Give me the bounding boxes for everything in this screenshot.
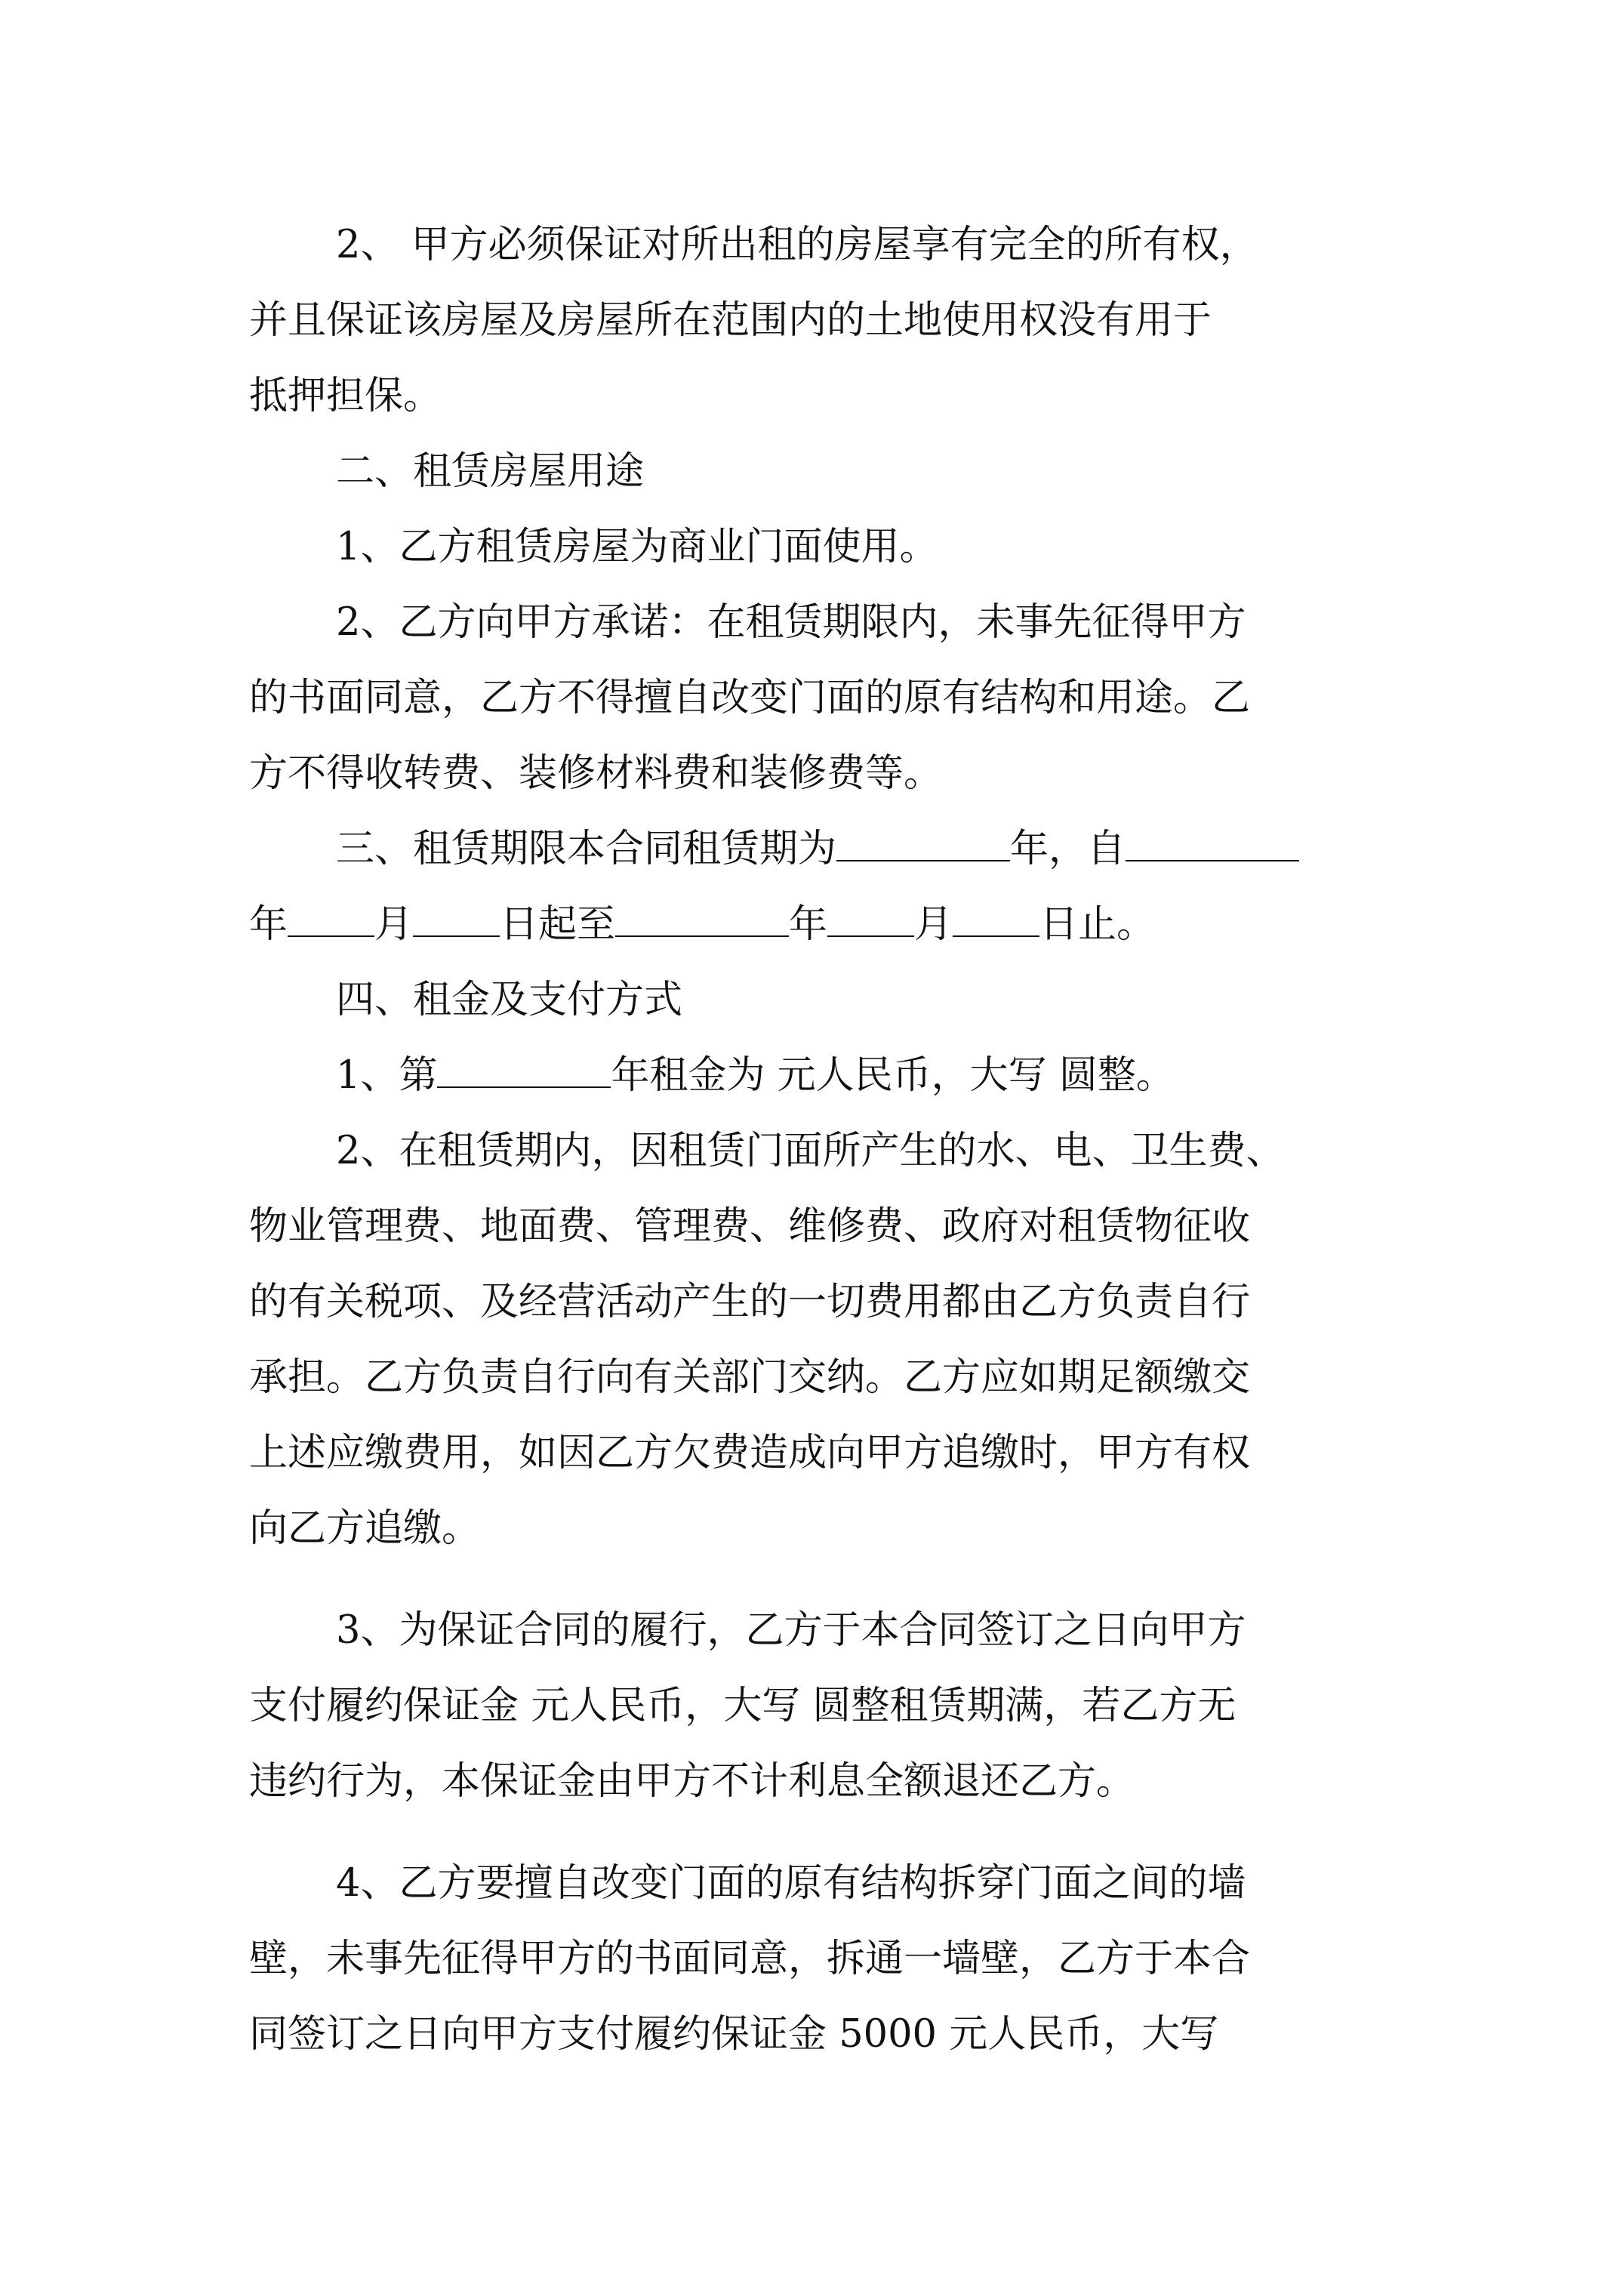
paragraph-line [249, 1684, 1236, 1729]
section-heading [336, 827, 1299, 872]
text-run: 3、为保证合同的履行，乙方于本合同签订之日向甲方 [336, 1608, 1246, 1653]
paragraph-line [336, 1129, 1284, 1174]
fill-in-blank [836, 830, 1010, 861]
text-run: 壁，未事先征得甲方的书面同意，拆通一墙壁，乙方于本合 [249, 1937, 1251, 1981]
paragraph-line [249, 902, 1155, 948]
section-heading [336, 449, 644, 495]
text-run: 年 [249, 902, 288, 947]
text-run: 年 [789, 902, 828, 947]
text-run: 三、租赁期限本合同租赁期为 [336, 827, 837, 871]
text-run: 承担。乙方负责自行向有关部门交纳。乙方应如期足额缴交 [249, 1355, 1251, 1400]
text-run: 物业管理费、地面费、管理费、维修费、政府对租赁物征收 [249, 1204, 1251, 1249]
text-run: 2、在租赁期内，因租赁门面所产生的水、电、卫生费、 [336, 1129, 1285, 1173]
fill-in-blank [413, 905, 500, 937]
text-run: 2、乙方向甲方承诺：在租赁期限内，未事先征得甲方 [336, 600, 1246, 645]
text-run: 向乙方追缴。 [249, 1506, 481, 1551]
paragraph-line [336, 223, 1258, 268]
fill-in-blank [437, 1056, 611, 1088]
text-run: 月 [374, 902, 414, 947]
text-run: 4、乙方要擅自改变门面的原有结构拆穿门面之间的墙 [336, 1861, 1246, 1906]
text-run: 日止。 [1039, 902, 1156, 947]
paragraph-line [336, 1053, 1175, 1099]
fill-in-blank [615, 905, 789, 937]
text-run: 上述应缴费用，如因乙方欠费造成向甲方追缴时，甲方有权 [249, 1431, 1251, 1475]
paragraph-line [249, 1937, 1250, 1982]
text-run: 方不得收转费、装修材料费和装修费等。 [249, 751, 943, 796]
text-run: 违约行为，本保证金由甲方不计利息全额退还乙方。 [249, 1759, 1135, 1804]
paragraph-line [249, 1759, 1135, 1804]
fill-in-blank [953, 905, 1039, 937]
paragraph-line [249, 1204, 1250, 1250]
paragraph-line [249, 1355, 1250, 1401]
text-run: 2、 甲方必须保证对所出租的房屋享有完全的所有权， [336, 223, 1258, 267]
fill-in-blank [1126, 830, 1299, 861]
text-run: 1、第 [336, 1053, 438, 1098]
paragraph-line [249, 676, 1250, 721]
text-run: 的有关税项、及经营活动产生的一切费用都由乙方负责自行 [249, 1280, 1251, 1324]
text-run: 四、租金及支付方式 [336, 978, 683, 1022]
paragraph-line [249, 751, 942, 797]
fill-in-blank [827, 905, 914, 937]
text-run: 的书面同意，乙方不得擅自改变门面的原有结构和用途。乙 [249, 676, 1251, 720]
text-run: 支付履约保证金 元人民币，大写 圆整租赁期满，若乙方无 [249, 1684, 1236, 1728]
section-heading [336, 978, 682, 1023]
paragraph-line [249, 374, 442, 419]
paragraph-line [249, 1280, 1250, 1325]
text-run: 年租金为 元人民币，大写 圆整。 [611, 1053, 1175, 1098]
paragraph-line [336, 1608, 1246, 1653]
text-run: 日起至 [500, 902, 616, 947]
text-run: 1、乙方租赁房屋为商业门面使用。 [336, 525, 938, 569]
text-run: 抵押担保。 [249, 374, 442, 418]
paragraph-line [249, 1431, 1250, 1476]
paragraph-line [336, 600, 1246, 646]
text-run: 同签订之日向甲方支付履约保证金 5000 元人民币，大写 [249, 2012, 1219, 2057]
fill-in-blank [288, 905, 374, 937]
paragraph-line [336, 525, 938, 570]
text-run: 并且保证该房屋及房屋所在范围内的土地使用权没有用于 [249, 298, 1212, 343]
paragraph-line [249, 298, 1212, 344]
text-run: 月 [914, 902, 953, 947]
paragraph-line [249, 2012, 1218, 2057]
paragraph-line [249, 1506, 480, 1552]
text-run: 年，自 [1010, 827, 1126, 871]
paragraph-line [336, 1861, 1246, 1906]
text-run: 二、租赁房屋用途 [336, 449, 645, 494]
